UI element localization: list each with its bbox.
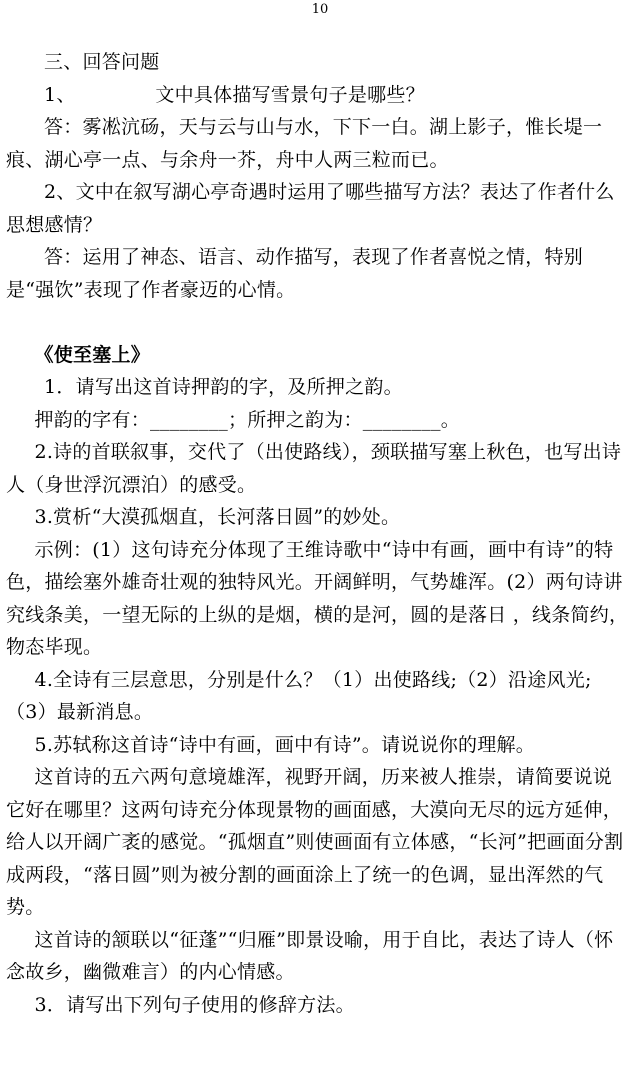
question-2: 2、文中在叙写湖心亭奇遇时运用了哪些描写方法？表达了作者什么思想感情？ [6,181,615,236]
question-1-number: 1、 [44,83,76,106]
question-1 [6,79,630,112]
poem-answer-3: 示例：(1）这句诗充分体现了王维诗歌中“诗中有画，画中有诗”的特色，描绘塞外雄奇壮观的独特风光。开阔鲜明，气势雄浑。(2）两句诗讲究线条美，一望无际的上纵的是烟，横的是河，圆的是落日 ，线条简约，物态毕现。 [6,538,629,658]
poem-question-2: 2.诗的首联叙事，交代了（出使路线），颈联描写塞上秋色，也写出诗人（身世浮沉漂泊）的感受。 [6,441,622,496]
answer-2: 答：运用了神态、语言、动作描写，表现了作者喜悦之情，特别是“强饮”表现了作者豪迈的心情。 [6,246,584,301]
question-1-text: 文中具体描写雪景句子是哪些？ [155,83,425,106]
poem-paragraph-2: 这首诗的颔联以“征蓬”“归雁”即景设喻，用于自比，表达了诗人（怀念故乡，幽微难言）的内心情感。 [6,928,614,983]
section-spacer [6,306,630,339]
section-heading: 三、回答问题 [44,51,160,73]
poem-question-last: 3．请写出下列句子使用的修辞方法。 [34,993,355,1016]
poem-title: 《使至塞上》 [34,343,151,366]
poem-question-5: 5.苏轼称这首诗“诗中有画，画中有诗”。请说说你的理解。 [34,733,536,756]
poem-question-3: 3.赏析“大漠孤烟直，长河落日圆”的妙处。 [34,506,401,528]
answer-1: 答：雾凇沆砀，天与云与山与水，下下一白。湖上影子，惟长堤一痕、湖心亭一点、与余舟一芥，舟中人两三粒而已。 [6,116,603,171]
page-number: 10 [311,2,329,17]
document-body [6,46,630,1021]
poem-question-1-blanks: 押韵的字有：________；所押之韵为：________。 [34,408,461,431]
poem-question-4: 4.全诗有三层意思，分别是什么？（1）出使路线;（2）沿途风光;（3）最新消息。 [6,668,592,723]
poem-question-1: 1．请写出这首诗押韵的字，及所押之韵。 [44,376,403,398]
poem-paragraph-1: 这首诗的五六两句意境雄浑，视野开阔，历来被人推崇，请简要说说它好在哪里？这两句诗充分体现景物的画面感，大漠向无尽的远方延伸，给人以开阔广袤的感觉。“孤烟直”则使画面有立体感，“长河”把画面分割成两段，“落日圆”则为被分割的画面涂上了统一的色调，显出浑然的气势。 [6,766,624,918]
